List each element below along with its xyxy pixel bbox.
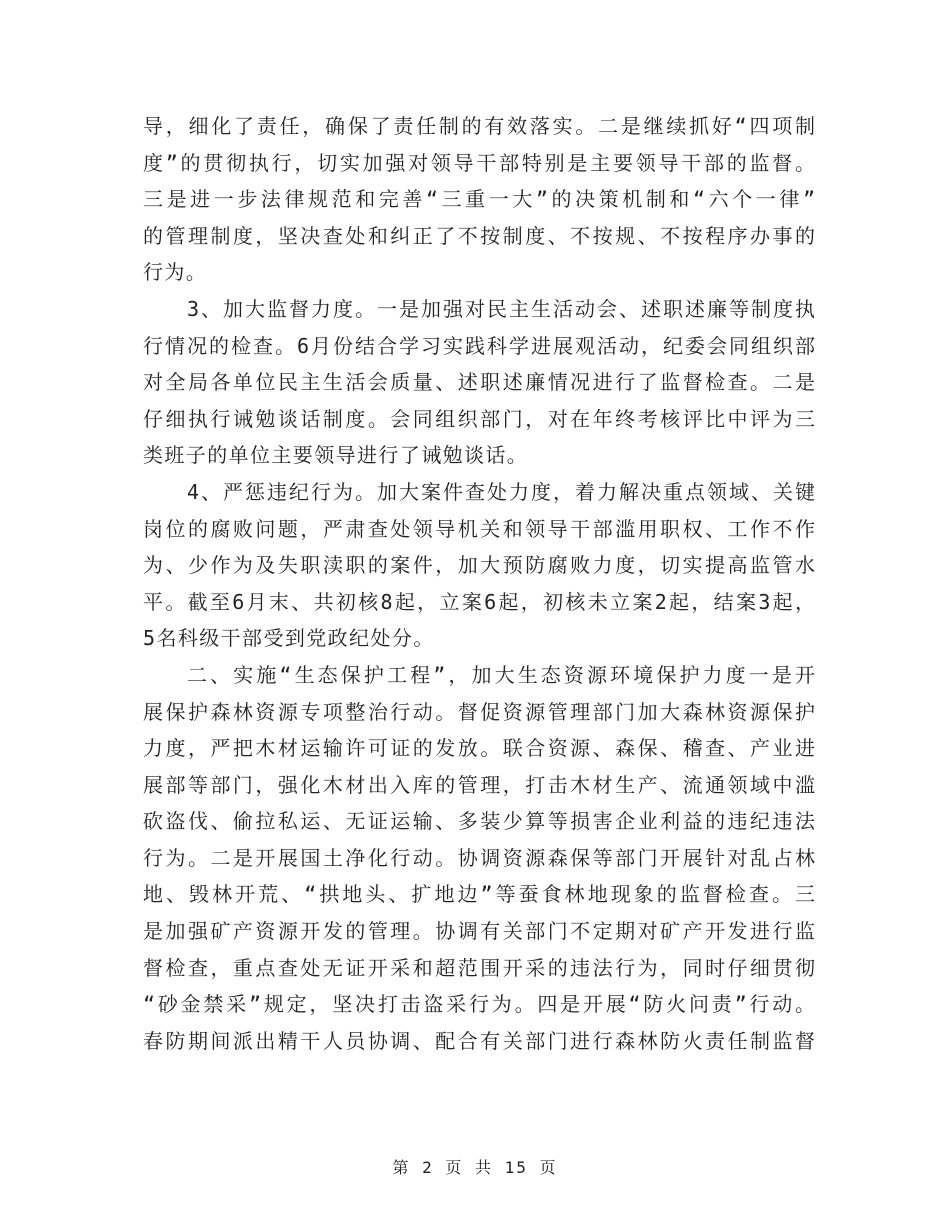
text-line: 类班子的单位主要领导进行了诫勉谈话。 [143,443,529,468]
paragraph-start-line: 二、实施“生态保护工程”，加大生态资源环境保护力度一是开 [187,662,815,687]
text-line: 力度，严把木材运输许可证的发放。联合资源、森保、稽查、产业进 [143,736,815,761]
paragraph-start-line: 4、严惩违纪行为。加大案件查处力度，着力解决重点领域、关键 [187,479,815,504]
text-line: 三是进一步法律规范和完善“三重一大”的决策机制和“六个一律” [143,187,815,212]
text-line: 导，细化了责任，确保了责任制的有效落实。二是继续抓好“四项制 [143,114,815,138]
text-line: 为、少作为及失职渎职的案件，加大预防腐败力度，切实提高监管水 [143,553,815,578]
text-line: 是加强矿产资源开发的管理。协调有关部门不定期对矿产开发进行监 [143,919,815,944]
text-line: 行为。 [143,260,208,285]
text-line: 督检查，重点查处无证开采和超范围开采的违法行为，同时仔细贯彻 [143,955,815,980]
text-line: 地、毁林开荒、“拱地头、扩地边”等蚕食林地现象的监督检查。三 [143,882,815,907]
text-line: 行情况的检查。6月份结合学习实践科学进展观活动，纪委会同组织部 [143,333,815,358]
text-line: 对全局各单位民主生活会质量、述职述廉情况进行了监督检查。二是 [143,370,815,395]
text-line: 展部等部门，强化木材出入库的管理，打击木材生产、流通领域中滥 [143,772,815,797]
text-line: 仔细执行诫勉谈话制度。会同组织部门，对在年终考核评比中评为三 [143,406,815,431]
text-line: 砍盗伐、偷拉私运、无证运输、多装少算等损害企业利益的违纪违法 [143,809,815,834]
text-line: 的管理制度，坚决查处和纠正了不按制度、不按规、不按程序办事的 [143,223,815,248]
paragraph-start-line: 3、加大监督力度。一是加强对民主生活动会、述职述廉等制度执 [187,296,815,321]
page-number-footer: 第 2 页 共 15 页 [392,1158,558,1177]
text-line: “砂金禁采”规定，坚决打击盗采行为。四是开展“防火问责”行动。 [143,992,815,1017]
text-line: 5名科级干部受到党政纪处分。 [143,626,435,651]
text-line: 行为。二是开展国土净化行动。协调资源森保等部门开展针对乱占林 [143,845,815,870]
text-line: 岗位的腐败问题，严肃查处领导机关和领导干部滥用职权、工作不作 [143,516,815,541]
text-line: 平。截至6月末、共初核8起，立案6起，初核未立案2起，结案3起， [143,589,815,614]
document-body [143,108,815,1059]
text-line: 度”的贯彻执行，切实加强对领导干部特别是主要领导干部的监督。 [143,150,815,175]
text-line: 春防期间派出精干人员协调、配合有关部门进行森林防火责任制监督 [143,1028,815,1053]
text-line: 展保护森林资源专项整治行动。督促资源管理部门加大森林资源保护 [143,699,815,724]
